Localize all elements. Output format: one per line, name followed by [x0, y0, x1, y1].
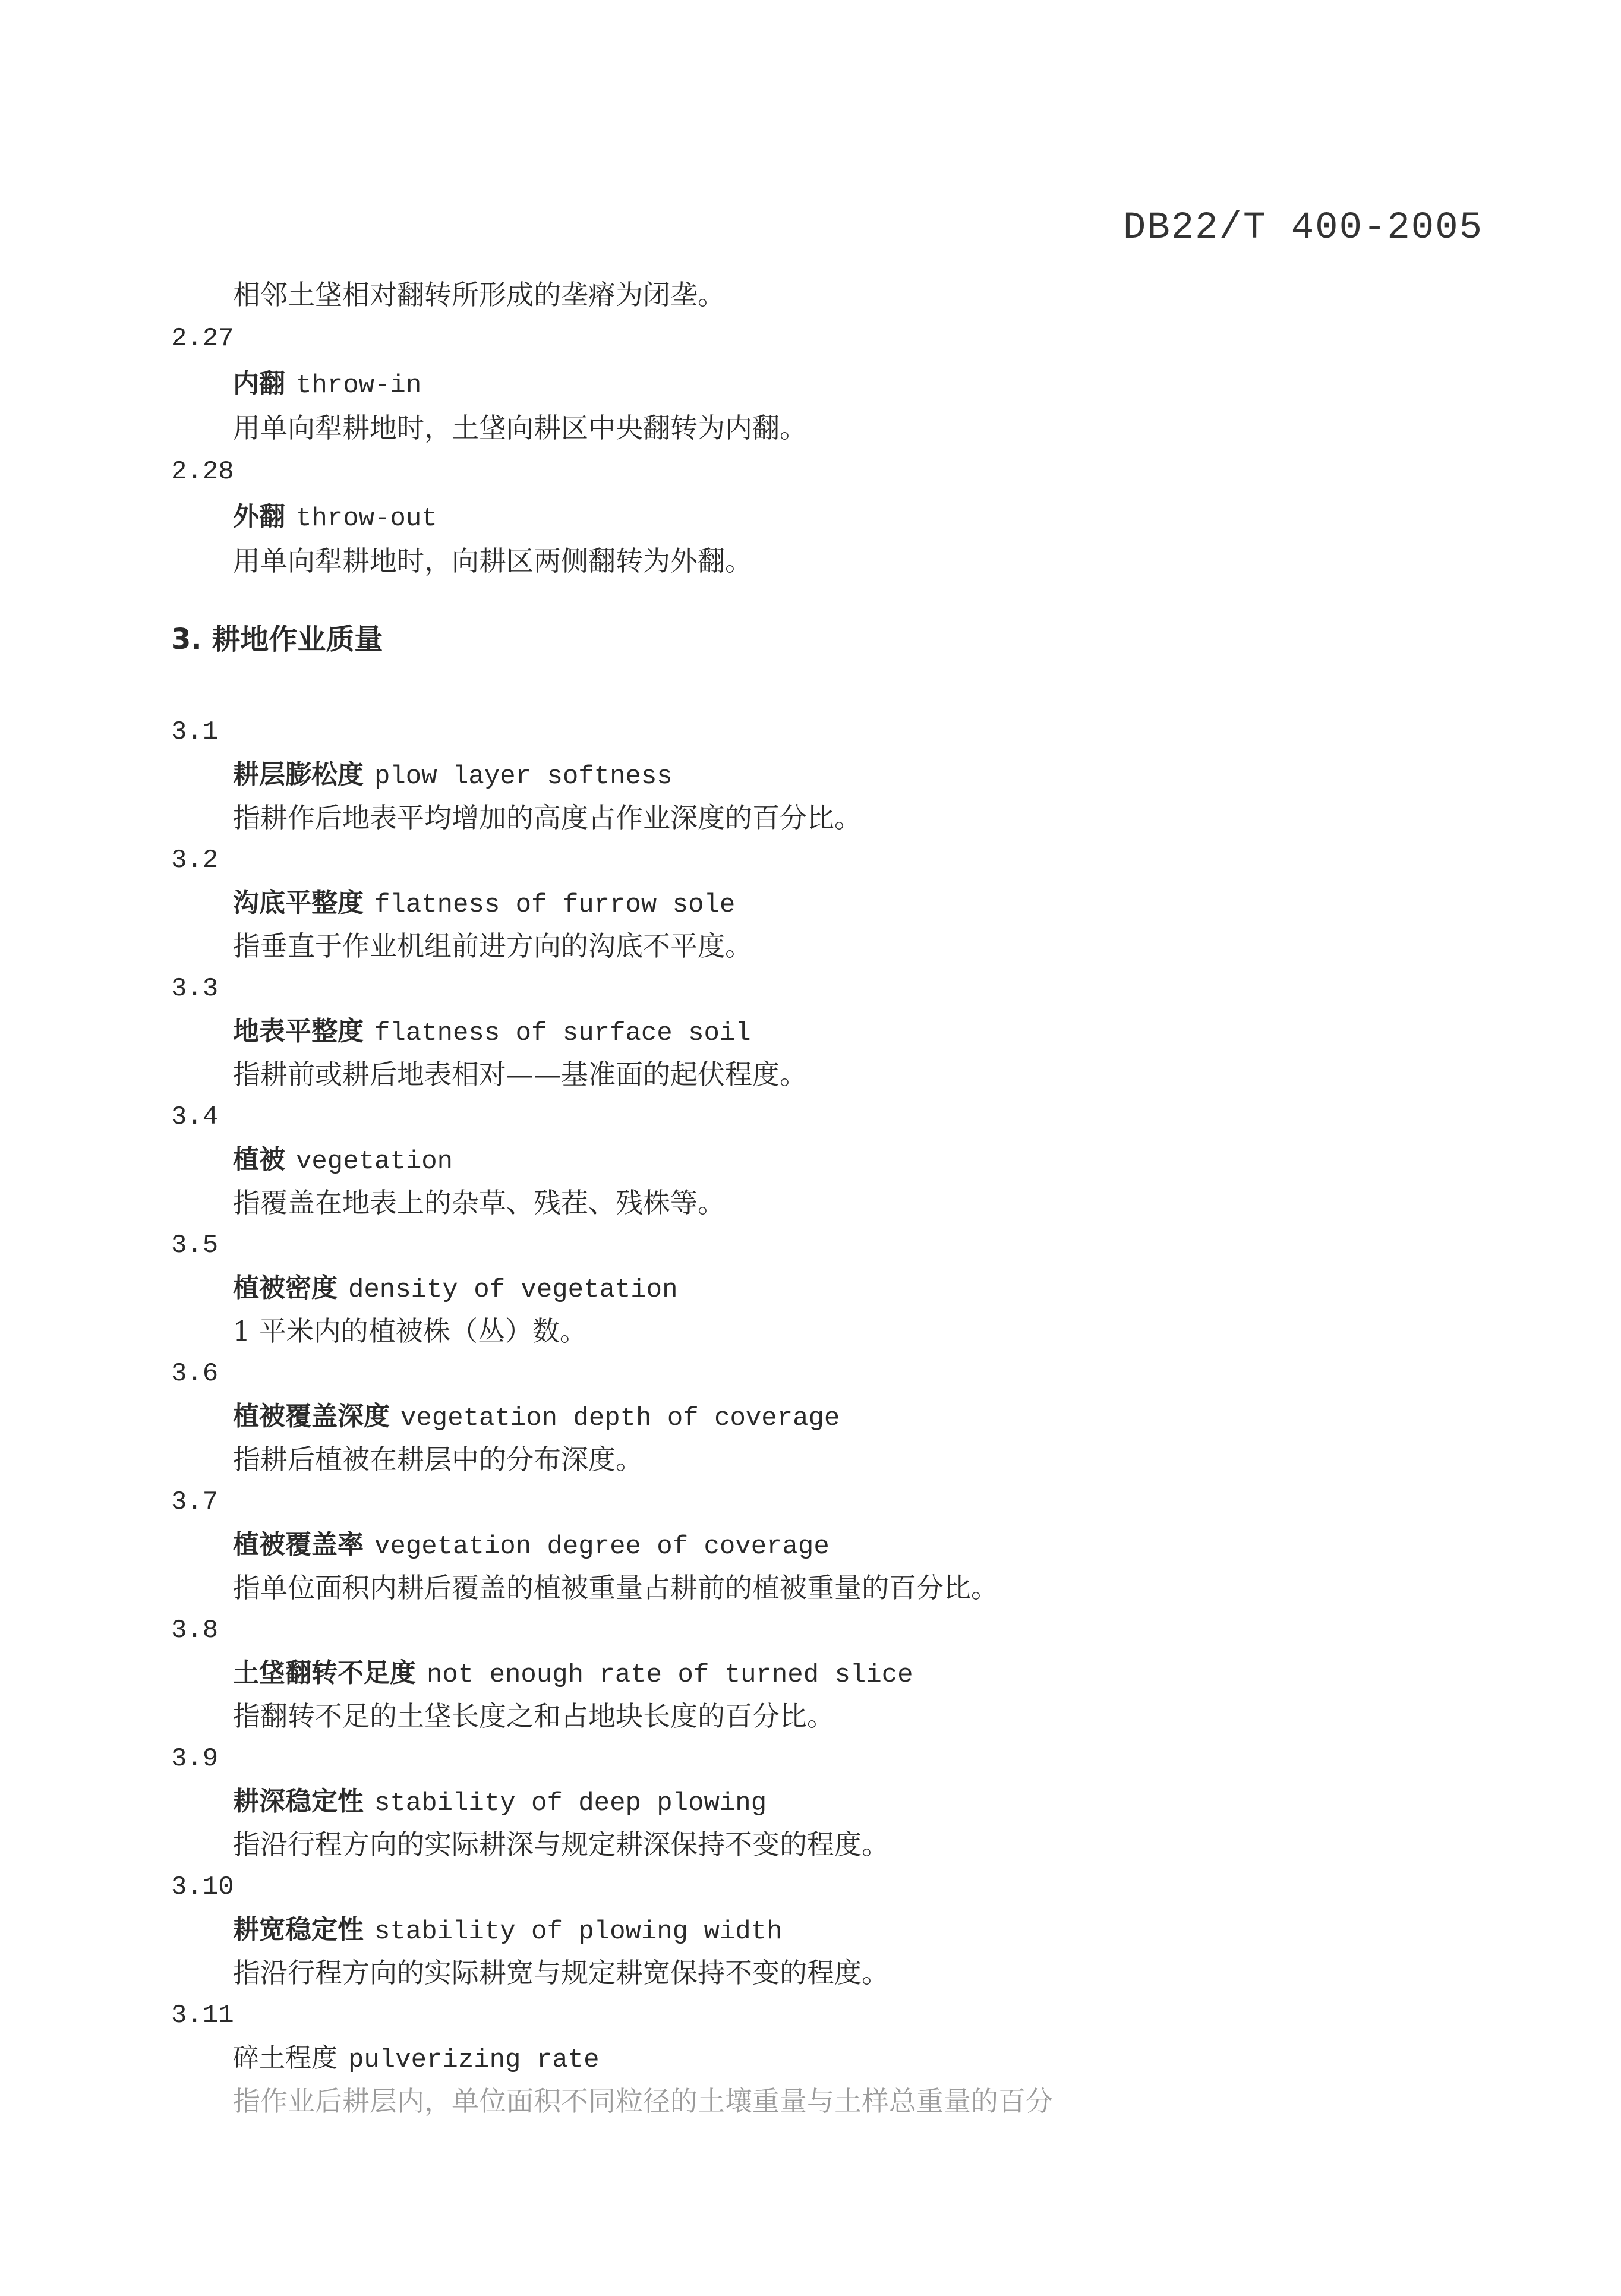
term-english: vegetation — [296, 1147, 453, 1177]
definition-text: 指翻转不足的土垡长度之和占地块长度的百分比。 — [233, 1700, 834, 1732]
term-english: density of vegetation — [348, 1275, 678, 1305]
term-chinese: 土垡翻转不足度 — [233, 1658, 416, 1688]
definition-text: 指单位面积内耕后覆盖的植被重量占耕前的植被重量的百分比。 — [233, 1572, 998, 1604]
term-english: flatness of furrow sole — [374, 890, 736, 920]
clause-number: 3.8 — [171, 1616, 219, 1645]
term-chinese: 内翻 — [233, 368, 285, 399]
term-english: throw-in — [296, 371, 422, 400]
section-heading: 3. 耕地作业质量 — [171, 623, 383, 656]
term-line — [233, 1013, 751, 1051]
term-english: vegetation degree of coverage — [374, 1532, 830, 1562]
term-chinese: 植被覆盖深度 — [233, 1401, 390, 1431]
term-english: stability of deep plowing — [374, 1789, 767, 1818]
definition-text: 指沿行程方向的实际耕宽与规定耕宽保持不变的程度。 — [233, 1957, 889, 1989]
term-english: vegetation depth of coverage — [400, 1404, 840, 1433]
term-chinese: 植被密度 — [233, 1273, 338, 1303]
term-english: not enough rate of turned slice — [427, 1660, 913, 1690]
term-line — [233, 1269, 678, 1308]
term-english: stability of plowing width — [374, 1917, 783, 1947]
term-chinese: 耕层膨松度 — [233, 759, 364, 790]
term-chinese: 外翻 — [233, 502, 285, 532]
definition-text: 指垂直于作业机组前进方向的沟底不平度。 — [233, 930, 752, 962]
definition-text: 指沿行程方向的实际耕深与规定耕深保持不变的程度。 — [233, 1828, 889, 1860]
term-chinese: 植被覆盖率 — [233, 1529, 364, 1560]
term-line — [233, 1911, 783, 1950]
definition-text: 指作业后耕层内，单位面积不同粒径的土壤重量与土样总重量的百分 — [233, 2085, 1053, 2117]
continuation-text: 相邻土垡相对翻转所形成的垄瘠为闭垄。 — [233, 279, 725, 311]
definition-text: 指覆盖在地表上的杂草、残茬、残株等。 — [233, 1187, 725, 1219]
term-chinese: 耕深稳定性 — [233, 1786, 364, 1816]
clause-number: 3.9 — [171, 1744, 219, 1774]
definition-text: 用单向犁耕地时，土垡向耕区中央翻转为内翻。 — [233, 412, 807, 444]
term-line — [233, 365, 421, 403]
definition-text: 指耕作后地表平均增加的高度占作业深度的百分比。 — [233, 802, 862, 834]
clause-number: 3.4 — [171, 1102, 219, 1132]
term-line — [233, 1398, 840, 1436]
term-english: flatness of surface soil — [374, 1018, 751, 1048]
clause-number: 2.28 — [171, 457, 234, 487]
clause-number: 3.11 — [171, 2001, 234, 2030]
term-english: throw-out — [296, 504, 437, 534]
clause-number: 2.27 — [171, 324, 234, 354]
term-line — [233, 884, 735, 923]
term-chinese: 碎土程度 — [233, 2043, 338, 2073]
term-chinese: 沟底平整度 — [233, 888, 364, 918]
term-line — [233, 1783, 767, 1821]
term-line — [233, 756, 673, 794]
term-chinese: 植被 — [233, 1144, 285, 1175]
term-line — [233, 498, 437, 537]
term-chinese: 耕宽稳定性 — [233, 1915, 364, 1945]
clause-number: 3.7 — [171, 1487, 219, 1517]
term-line — [233, 1654, 913, 1693]
clause-number: 3.6 — [171, 1359, 219, 1389]
clause-number: 3.3 — [171, 974, 219, 1004]
clause-number: 3.10 — [171, 1872, 234, 1902]
definition-text: 指耕前或耕后地表相对——基准面的起伏程度。 — [233, 1058, 807, 1090]
clause-number: 3.5 — [171, 1231, 219, 1260]
definition-text: 1 平米内的植被株（丛）数。 — [233, 1315, 587, 1347]
definition-text: 指耕后植被在耕层中的分布深度。 — [233, 1443, 643, 1475]
document-code: DB22/T 400-2005 — [1122, 207, 1483, 250]
clause-number: 3.2 — [171, 846, 219, 875]
term-english: plow layer softness — [374, 762, 673, 791]
term-chinese: 地表平整度 — [233, 1016, 364, 1046]
definition-text: 用单向犁耕地时，向耕区两侧翻转为外翻。 — [233, 545, 752, 577]
term-line — [233, 1141, 453, 1179]
clause-number: 3.1 — [171, 717, 219, 747]
term-line — [233, 2039, 599, 2078]
term-english: pulverizing rate — [348, 2045, 600, 2075]
term-line — [233, 1526, 830, 1565]
